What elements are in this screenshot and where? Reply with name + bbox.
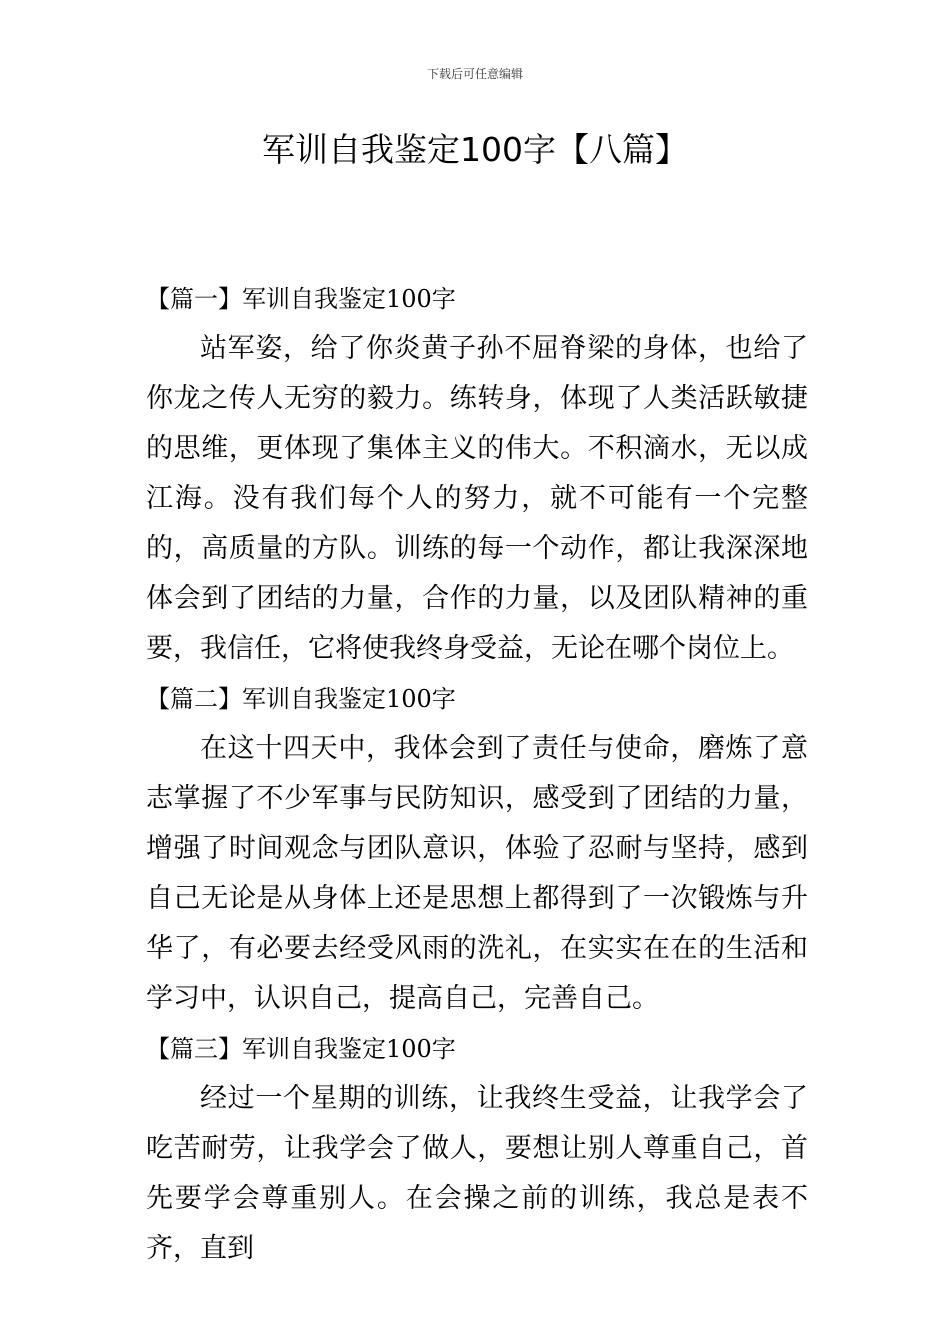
document-title: 军训自我鉴定100字【八篇】 (262, 130, 688, 169)
page-header-note: 下载后可任意编辑 (426, 67, 523, 81)
section-paragraph-3: 经过一个星期的训练，让我终生受益，让我学会了吃苦耐劳，让我学会了做人，要想让别人尊重自己，首先要学会尊重别人。在会操之前的训练，我总是表不齐，直到 (146, 1083, 808, 1264)
section-paragraph-2: 在这十四天中，我体会到了责任与使命，磨炼了意志掌握了不少军事与民防知识，感受到了团结的力量，增强了时间观念与团队意识，体验了忍耐与坚持，感到自己无论是从身体上还是思想上都得到了一次锻炼与升华了，有必要去经受风雨的洗礼，在实实在在的生活和学习中，认识自己，提高自己，完善自己。 (146, 733, 808, 1014)
section-paragraph-1: 站军姿，给了你炎黄子孙不屈脊梁的身体，也给了你龙之传人无穷的毅力。练转身，体现了人类活跃敏捷的思维，更体现了集体主义的伟大。不积滴水，无以成江海。没有我们每个人的努力，就不可能有一个完整的，高质量的方队。训练的每一个动作，都让我深深地体会到了团结的力量，合作的力量，以及团队精神的重要，我信任，它将使我终身受益，无论在哪个岗位上。 (146, 333, 808, 664)
section-heading-2: 【篇二】军训自我鉴定100字 (146, 685, 456, 713)
section-heading-3: 【篇三】军训自我鉴定100字 (146, 1035, 456, 1063)
document-body (146, 274, 808, 1274)
section-heading-1: 【篇一】军训自我鉴定100字 (146, 285, 456, 313)
